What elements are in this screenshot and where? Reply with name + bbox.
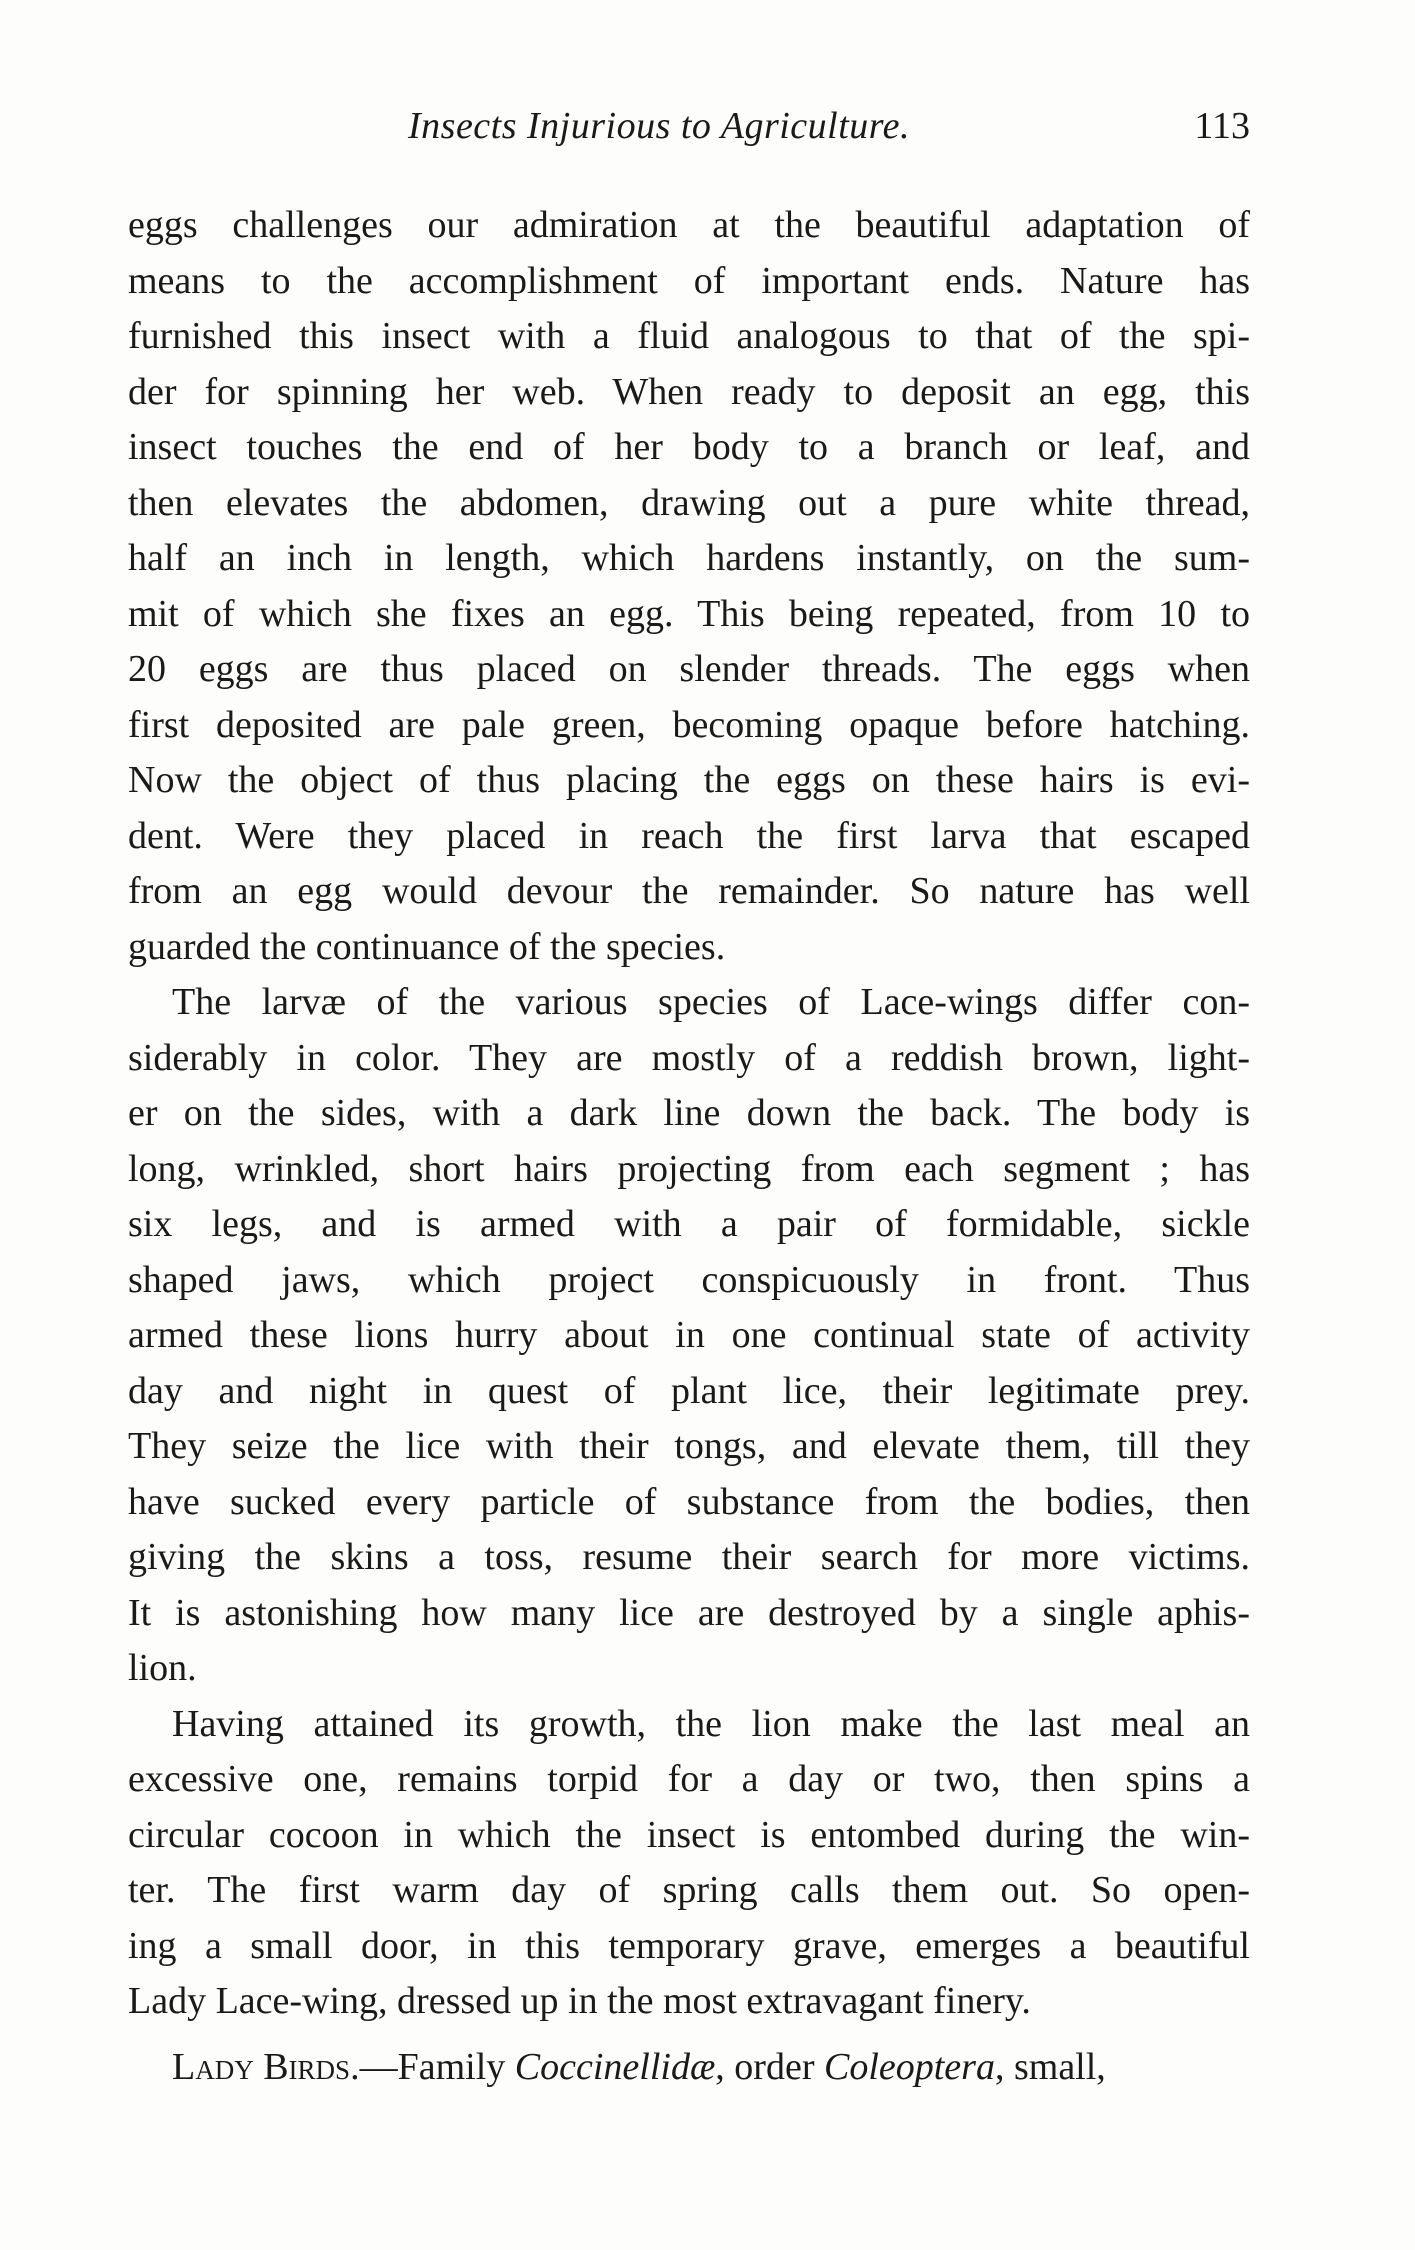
text-line: excessive one, remains torpid for a day or two, then spins a [128, 1758, 1250, 1800]
text-line: have sucked every particle of substance from the bodies, then [128, 1480, 1250, 1523]
text-line: der for spinning her web. When ready to deposit an egg, this [128, 370, 1250, 413]
body-text [128, 198, 1250, 2030]
text-line: long, wrinkled, short hairs projecting from each segment ; has [128, 1147, 1250, 1190]
text-line: Having attained its growth, the lion make the last meal an [172, 1702, 1250, 1745]
text-line: 20 eggs are thus placed on slender threads. The eggs when [128, 648, 1250, 690]
text-line: from an egg would devour the remainder. So nature has well [128, 870, 1250, 912]
text-line: insect touches the end of her body to a branch or leaf, and [128, 426, 1250, 468]
text-line: furnished this insect with a fluid analogous to that of the spi- [128, 315, 1250, 357]
text-line: armed these lions hurry about in one continual state of activity [128, 1314, 1250, 1356]
section-line [128, 2040, 1250, 2096]
text-line: six legs, and is armed with a pair of formidable, sickle [128, 1203, 1250, 1245]
text-line: guarded the continuance of the species. [128, 925, 726, 968]
text-line: The larvæ of the various species of Lace-wings differ con- [172, 981, 1250, 1023]
order-name: Coleoptera [823, 2046, 995, 2088]
text-line: They seize the lice with their tongs, and elevate them, till they [128, 1425, 1250, 1467]
section-tail: , small, [994, 2046, 1106, 2088]
section-dash: —Family [359, 2046, 515, 2088]
text-line: mit of which she fixes an egg. This being repeated, from 10 to [128, 592, 1250, 635]
text-line: er on the sides, with a dark line down the back. The body is [128, 1092, 1250, 1134]
text-line: circular cocoon in which the insect is entombed during the win- [128, 1813, 1250, 1856]
text-line: dent. Were they placed in reach the first larva that escaped [128, 814, 1250, 857]
running-head: Insects Injurious to Agriculture. [408, 105, 911, 147]
paragraph-2 [128, 975, 1250, 1697]
text-line: Now the object of thus placing the eggs on these hairs is evi- [128, 759, 1250, 801]
text-line: half an inch in length, which hardens instantly, on the sum- [128, 537, 1250, 579]
section-mid: , order [715, 2046, 824, 2088]
text-line: eggs challenges our admiration at the beautiful adaptation of [128, 204, 1250, 246]
text-line: ing a small door, in this temporary grave, emerges a beautiful [128, 1924, 1250, 1967]
page-number: 113 [1194, 105, 1250, 147]
section-heading: Lady Birds. [172, 2046, 360, 2088]
paragraph-3 [128, 1697, 1250, 2030]
text-line: siderably in color. They are mostly of a reddish brown, light- [128, 1036, 1250, 1079]
text-line: means to the accomplishment of important ends. Nature has [128, 259, 1250, 302]
text-line: giving the skins a toss, resume their search for more victims. [128, 1536, 1250, 1578]
family-name: Coccinellidæ [514, 2046, 716, 2088]
text-line: It is astonishing how many lice are destroyed by a single aphis- [128, 1591, 1250, 1634]
text-line: lion. [128, 1647, 197, 1689]
text-line: shaped jaws, which project conspicuously in front. Thus [128, 1258, 1250, 1301]
text-line: first deposited are pale green, becoming opaque before hatching. [128, 703, 1250, 746]
page-header [128, 104, 1250, 164]
text-line: day and night in quest of plant lice, their legitimate prey. [128, 1369, 1250, 1412]
text-line: ter. The first warm day of spring calls them out. So open- [128, 1869, 1250, 1911]
paragraph-1 [128, 198, 1250, 975]
text-line: then elevates the abdomen, drawing out a pure white thread, [128, 481, 1250, 524]
text-line: Lady Lace-wing, dressed up in the most extravagant finery. [128, 1980, 1031, 2022]
section-start [128, 2040, 1250, 2096]
